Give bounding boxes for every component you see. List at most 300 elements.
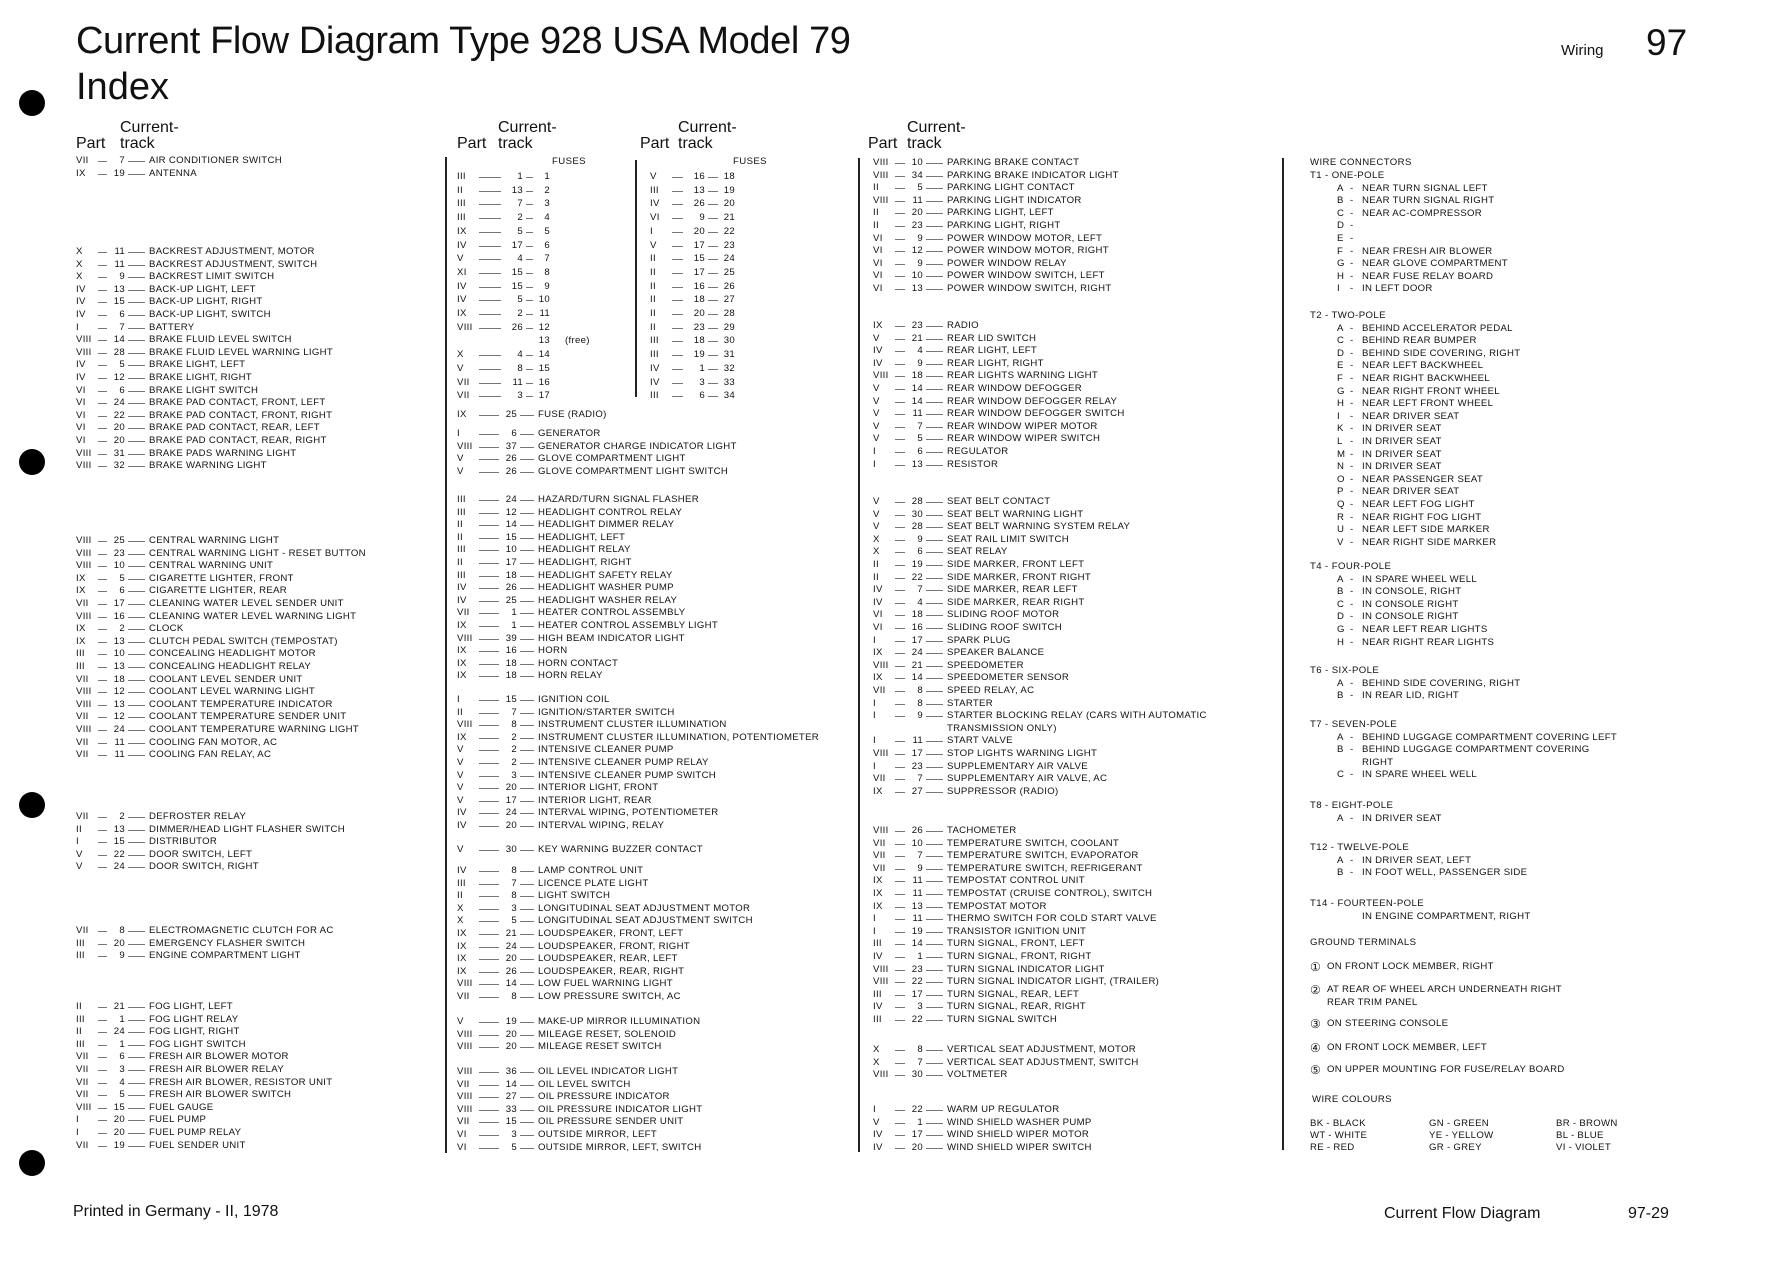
component-name: TRANSISTOR IGNITION UNIT: [947, 925, 1087, 937]
current-track-number: 5: [511, 915, 517, 927]
fuse-current-track: 13: [511, 184, 523, 196]
component-name: FUEL SENDER UNIT: [149, 1139, 246, 1151]
current-track-number: 16: [505, 645, 517, 657]
part-number: VII: [457, 607, 470, 619]
current-track-number: 20: [505, 1041, 517, 1053]
fuse-current-track: 6: [699, 390, 705, 402]
connector-dash: -: [1350, 398, 1354, 410]
fuse-part: III: [650, 184, 659, 196]
current-track-number: 2: [119, 623, 125, 635]
part-number: VIII: [76, 724, 92, 735]
fuse-number: 12: [538, 321, 550, 333]
component-name: STOP LIGHTS WARNING LIGHT: [947, 748, 1098, 759]
connector-letter: H: [1337, 270, 1345, 282]
component-name: INTERVAL WIPING, RELAY: [538, 820, 665, 831]
connector-group-heading: T4 - FOUR-POLE: [1310, 561, 1392, 572]
current-track-number: 9: [917, 710, 923, 722]
part-number: VIII: [873, 1069, 889, 1081]
component-name: SPEEDOMETER: [947, 659, 1024, 671]
current-track-number: 12: [113, 686, 125, 698]
current-track-number: 14: [505, 519, 517, 531]
fuse-part: VI: [650, 212, 660, 224]
part-number: VIII: [873, 194, 889, 206]
fuse-current-track: 8: [517, 362, 523, 374]
fuse-part: II: [650, 294, 656, 306]
connector-dash: -: [1350, 473, 1354, 485]
component-name: TEMPERATURE SWITCH, REFRIGERANT: [947, 862, 1143, 874]
current-track-number: 19: [113, 1139, 125, 1151]
part-number: VII: [873, 685, 886, 696]
fuse-part: VIII: [457, 321, 473, 333]
part-number: III: [76, 1038, 85, 1050]
current-track-number: 7: [119, 321, 125, 333]
component-name: CENTRAL WARNING LIGHT: [149, 535, 280, 546]
fuse-current-track: 26: [511, 321, 523, 333]
track-leader-line: [708, 300, 718, 301]
current-track-number: 6: [119, 1051, 125, 1063]
track-leader-line: [895, 552, 905, 553]
current-track-number: 11: [912, 735, 923, 747]
connector-letter: D: [1337, 347, 1345, 359]
connector-dash: -: [1350, 385, 1354, 397]
fuse-number: 6: [544, 239, 550, 251]
component-name: HORN: [538, 645, 568, 657]
fuse-current-track: 3: [517, 390, 523, 402]
current-track-number: 11: [912, 194, 923, 206]
fuse-number: 1: [544, 171, 550, 182]
component-name: CLEANING WATER LEVEL WARNING LIGHT: [149, 610, 357, 622]
component-name: RADIO: [947, 320, 979, 331]
part-number: VIII: [76, 610, 92, 622]
connector-dash: -: [1350, 690, 1354, 702]
connector-location: NEAR LEFT REAR LIGHTS: [1362, 624, 1488, 635]
part-number: III: [76, 648, 85, 660]
component-name: DOOR SWITCH, LEFT: [149, 848, 253, 860]
current-track-number: 23: [911, 963, 923, 975]
track-leader-line: [926, 894, 943, 895]
component-name: INSTRUMENT CLUSTER ILLUMINATION: [538, 719, 727, 731]
part-number: I: [873, 760, 876, 772]
current-track-number: 11: [912, 913, 923, 925]
track-leader-line: [895, 1110, 905, 1111]
connector-dash: -: [1350, 322, 1354, 334]
part-number: V: [457, 782, 464, 794]
component-name: SEAT BELT WARNING SYSTEM RELAY: [947, 521, 1131, 533]
component-name: HEADLIGHT DIMMER RELAY: [538, 519, 675, 531]
ground-terminal-location: ON STEERING CONSOLE: [1327, 1018, 1449, 1029]
component-name: HEADLIGHT, LEFT: [538, 531, 626, 543]
part-number: VIII: [873, 370, 889, 382]
component-name: IGNITION/STARTER SWITCH: [538, 706, 675, 718]
component-name: BATTERY: [149, 321, 195, 333]
current-track-number: 21: [911, 332, 923, 344]
current-track-number: 6: [119, 384, 125, 396]
component-name: THERMO SWITCH FOR COLD START VALVE: [947, 913, 1157, 925]
fuse-part: II: [650, 308, 656, 319]
component-name: INTENSIVE CLEANER PUMP: [538, 744, 674, 756]
component-name: INTERVAL WIPING, POTENTIOMETER: [538, 807, 719, 819]
component-name: FOG LIGHT RELAY: [149, 1013, 239, 1025]
part-number: II: [873, 220, 879, 231]
fuse-part: III: [457, 212, 466, 224]
fuse-part: III: [650, 349, 659, 361]
current-track-number: 3: [917, 1001, 923, 1013]
fuse-number: 29: [723, 321, 735, 333]
fuse-number: 7: [544, 253, 550, 265]
component-name: WIND SHIELD WIPER SWITCH: [947, 1141, 1092, 1153]
current-track-number: 18: [911, 370, 923, 382]
ground-terminal-location: AT REAR OF WHEEL ARCH UNDERNEATH RIGHT: [1327, 984, 1562, 995]
component-name: SEAT RAIL LIMIT SWITCH: [947, 533, 1069, 545]
current-track-number: 23: [113, 547, 125, 559]
part-number: II: [457, 531, 463, 543]
current-track-number: 8: [917, 1044, 923, 1055]
component-name: SIDE MARKER, REAR LEFT: [947, 584, 1078, 596]
connector-dash: -: [1350, 536, 1354, 548]
component-name: SPARK PLUG: [947, 634, 1011, 646]
connector-dash: -: [1350, 573, 1354, 585]
track-leader-line: [926, 704, 943, 705]
current-track-number: 36: [505, 1066, 517, 1077]
connector-dash: -: [1350, 624, 1354, 635]
fuse-part: XI: [457, 266, 467, 278]
current-track-number: 28: [911, 521, 923, 533]
fuse-current-track: 20: [693, 225, 705, 237]
part-number: IV: [457, 820, 467, 831]
current-track-number: 1: [511, 607, 517, 619]
connector-letter: G: [1337, 258, 1345, 270]
fuse-current-track: 18: [693, 294, 705, 306]
current-track-number: 20: [113, 937, 125, 949]
part-number: VII: [76, 925, 89, 936]
part-number: I: [457, 428, 460, 439]
connector-location: BEHIND SIDE COVERING, RIGHT: [1362, 677, 1521, 689]
connector-letter: O: [1337, 473, 1345, 485]
fuse-part: VII: [457, 376, 470, 388]
connector-location: NEAR DRIVER SEAT: [1362, 486, 1460, 498]
part-number: V: [457, 1016, 464, 1027]
fuse-number: 28: [723, 308, 735, 319]
part-number: IX: [457, 940, 467, 952]
current-track-number: 5: [119, 572, 125, 584]
part-number: I: [873, 925, 876, 937]
component-name: EMERGENCY FLASHER SWITCH: [149, 937, 306, 949]
component-name: SEAT RELAY: [947, 546, 1008, 558]
current-track-number: 13: [113, 283, 125, 295]
current-track-number: 1: [119, 1013, 125, 1025]
component-name: BRAKE PAD CONTACT, REAR, LEFT: [149, 422, 320, 434]
component-name: HAZARD/TURN SIGNAL FLASHER: [538, 494, 699, 505]
component-name: TURN SIGNAL, FRONT, LEFT: [947, 938, 1085, 950]
component-name: BRAKE PAD CONTACT, FRONT, LEFT: [149, 397, 326, 409]
component-name: LIGHT SWITCH: [538, 890, 611, 902]
current-track-number: 33: [505, 1103, 517, 1115]
component-name: REAR LIGHT, LEFT: [947, 345, 1038, 357]
part-number: III: [873, 988, 882, 1000]
fuse-current-track: 1: [699, 362, 705, 374]
current-track-number: 37: [505, 440, 517, 452]
part-number: VII: [76, 1076, 89, 1088]
part-number: VIII: [457, 1028, 473, 1040]
part-number: I: [873, 458, 876, 470]
fuse-current-track: 2: [517, 212, 523, 224]
component-name: HEATER CONTROL ASSEMBLY: [538, 607, 686, 619]
connector-letter: F: [1337, 245, 1344, 257]
fuse-number: 26: [723, 280, 735, 292]
connector-location: NEAR RIGHT REAR LIGHTS: [1362, 636, 1495, 648]
connector-location: BEHIND SIDE COVERING, RIGHT: [1362, 347, 1521, 359]
current-track-number: 8: [511, 865, 517, 876]
ground-terminal-location-cont: REAR TRIM PANEL: [1327, 996, 1418, 1008]
current-track-number: 23: [911, 220, 923, 231]
current-track-number: 20: [505, 953, 517, 965]
fuse-number: 8: [544, 266, 550, 278]
component-name: VERTICAL SEAT ADJUSTMENT, SWITCH: [947, 1056, 1139, 1068]
index-entry: [0, 960, 1766, 974]
ground-terminal-location: ON UPPER MOUNTING FOR FUSE/RELAY BOARD: [1327, 1064, 1565, 1075]
part-number: IX: [457, 965, 467, 977]
current-track-number: 15: [113, 836, 125, 848]
current-track-number: 14: [911, 938, 923, 950]
part-number: I: [873, 446, 876, 457]
component-name: REAR WINDOW DEFOGGER SWITCH: [947, 408, 1125, 420]
part-number: VIII: [457, 1041, 473, 1053]
part-number: VIII: [873, 157, 889, 168]
current-track-number: 2: [119, 811, 125, 822]
current-track-number: 11: [912, 408, 923, 420]
wire-colour-code: BK - BLACK: [1310, 1118, 1366, 1129]
column-header-track: track: [120, 135, 155, 152]
current-track-number: 5: [511, 1141, 517, 1153]
section-number: 97: [1646, 22, 1688, 63]
part-number: IV: [873, 584, 883, 596]
current-track-number: 12: [113, 711, 125, 723]
part-number: IX: [873, 900, 883, 912]
connector-letter: A: [1337, 731, 1344, 743]
track-leader-line: [895, 653, 905, 654]
part-number: VIII: [76, 535, 92, 546]
current-track-number: 17: [911, 634, 923, 646]
track-leader-line: [672, 300, 683, 301]
current-track-number: 19: [113, 167, 125, 179]
current-track-number: 19: [505, 1016, 517, 1027]
fuse-number: 9: [544, 280, 550, 292]
part-number: I: [873, 634, 876, 646]
part-number: VIII: [76, 698, 92, 710]
fuse-current-track: 5: [517, 225, 523, 237]
component-name: BRAKE LIGHT SWITCH: [149, 384, 259, 396]
part-number: II: [873, 571, 879, 583]
current-track-number: 18: [505, 670, 517, 682]
part-number: VIII: [873, 659, 889, 671]
current-track-number: 28: [911, 496, 923, 507]
connector-dash: -: [1350, 347, 1354, 359]
part-number: I: [76, 836, 79, 848]
connector-location: IN DRIVER SEAT: [1362, 461, 1442, 473]
component-name: ELECTROMAGNETIC CLUTCH FOR AC: [149, 925, 334, 936]
fuse-number: 25: [723, 266, 735, 278]
component-name: SLIDING ROOF MOTOR: [947, 609, 1060, 621]
part-number: III: [76, 937, 85, 949]
component-name: REAR LID SWITCH: [947, 332, 1037, 344]
part-number: I: [76, 321, 79, 333]
connector-dash: -: [1350, 448, 1354, 460]
track-leader-line: [895, 831, 905, 832]
component-name: BRAKE FLUID LEVEL WARNING LIGHT: [149, 346, 333, 358]
index-entry: [0, 768, 1766, 782]
component-name: INTENSIVE CLEANER PUMP SWITCH: [538, 769, 717, 781]
part-number: V: [457, 769, 464, 781]
component-name: GENERATOR: [538, 428, 601, 439]
component-name: LAMP CONTROL UNIT: [538, 865, 644, 876]
current-track-number: 27: [911, 785, 923, 797]
ground-terminal-number: ④: [1310, 1041, 1322, 1055]
connector-letter: E: [1337, 360, 1344, 372]
part-number: V: [873, 408, 880, 420]
component-name: TURN SIGNAL INDICATOR LIGHT: [947, 963, 1105, 975]
current-track-number: 4: [119, 1076, 125, 1088]
component-name: PARKING LIGHT CONTACT: [947, 182, 1075, 194]
current-track-number: 4: [917, 596, 923, 608]
component-name: VOLTMETER: [947, 1069, 1008, 1081]
connector-dash: -: [1350, 233, 1354, 244]
component-name: PARKING LIGHT, RIGHT: [947, 220, 1061, 231]
fuse-number: 16: [538, 376, 550, 388]
part-number: III: [76, 1013, 85, 1025]
part-number: X: [457, 902, 464, 914]
part-number: II: [457, 557, 463, 568]
current-track-number: 5: [119, 359, 125, 371]
part-number: IX: [873, 785, 883, 797]
fuse-number: 21: [723, 212, 735, 224]
current-track-number: 15: [113, 296, 125, 308]
track-leader-line: [895, 704, 905, 705]
column-header-track: track: [907, 135, 942, 152]
part-number: V: [873, 433, 880, 445]
current-track-number: 19: [911, 925, 923, 937]
component-name: HORN RELAY: [538, 670, 603, 682]
fuse-current-track: 7: [517, 198, 523, 210]
part-number: VII: [76, 1064, 89, 1075]
component-name: HEADLIGHT WASHER RELAY: [538, 594, 678, 606]
part-number: IV: [873, 357, 883, 369]
current-track-number: 3: [119, 1064, 125, 1075]
component-name: CENTRAL WARNING UNIT: [149, 560, 274, 572]
current-track-number: 24: [505, 940, 517, 952]
current-track-number: 9: [119, 271, 125, 283]
component-name: ENGINE COMPARTMENT LIGHT: [149, 950, 301, 962]
current-track-number: 12: [911, 245, 923, 257]
connector-dash: -: [1350, 258, 1354, 270]
part-number: IX: [76, 623, 86, 635]
track-leader-line: [672, 314, 683, 315]
part-number: IX: [76, 635, 86, 647]
component-name: COOLANT LEVEL WARNING LIGHT: [149, 686, 316, 698]
component-name: WIND SHIELD WASHER PUMP: [947, 1116, 1092, 1128]
track-leader-line: [479, 1097, 499, 1098]
part-number: VII: [76, 736, 89, 748]
wire-colour-code: RE - RED: [1310, 1142, 1355, 1153]
part-number: VIII: [873, 748, 889, 759]
part-number: VIII: [76, 547, 92, 559]
connector-letter: B: [1337, 195, 1344, 207]
current-track-number: 1: [917, 1116, 923, 1128]
connector-dash: -: [1350, 270, 1354, 282]
current-track-number: 18: [113, 673, 125, 685]
connector-location: IN LEFT DOOR: [1362, 283, 1433, 295]
part-number: V: [873, 496, 880, 507]
part-number: VI: [76, 435, 86, 446]
component-name: CENTRAL WARNING LIGHT - RESET BUTTON: [149, 547, 366, 559]
part-number: VII: [76, 749, 89, 761]
track-leader-line: [520, 801, 534, 802]
current-track-number: 22: [911, 976, 923, 988]
component-name: STARTER BLOCKING RELAY (CARS WITH AUTOMATIC: [947, 710, 1207, 722]
connector-letter: U: [1337, 524, 1345, 536]
wire-colour-code: BR - BROWN: [1556, 1118, 1618, 1129]
fuse-current-track: 20: [693, 308, 705, 319]
track-leader-line: [926, 831, 943, 832]
fuse-number: 10: [538, 294, 550, 306]
current-track-number: 22: [113, 848, 125, 860]
part-number: X: [873, 546, 880, 558]
current-track-number: 21: [113, 1001, 125, 1012]
current-track-number: 14: [911, 672, 923, 684]
current-track-number: 11: [114, 258, 125, 270]
component-name: PARKING LIGHT INDICATOR: [947, 194, 1082, 206]
fuse-current-track: 3: [699, 376, 705, 388]
current-track-number: 2: [511, 744, 517, 756]
part-number: VIII: [457, 1103, 473, 1115]
component-name: BRAKE LIGHT, RIGHT: [149, 372, 252, 383]
component-name: DISTRIBUTOR: [149, 836, 218, 848]
part-number: V: [873, 508, 880, 520]
current-track-number: 6: [119, 309, 125, 320]
component-name: OIL PRESSURE SENDER UNIT: [538, 1116, 684, 1128]
part-number: VIII: [76, 560, 92, 572]
current-track-number: 9: [917, 257, 923, 269]
component-name: PARKING BRAKE INDICATOR LIGHT: [947, 169, 1119, 181]
component-name: COOLANT TEMPERATURE WARNING LIGHT: [149, 724, 359, 735]
track-leader-line: [895, 944, 905, 945]
connector-letter: B: [1337, 867, 1344, 879]
part-number: VIII: [76, 1101, 92, 1113]
component-name: REAR WINDOW DEFOGGER RELAY: [947, 395, 1118, 407]
track-leader-line: [895, 894, 905, 895]
connector-letter: Q: [1337, 499, 1345, 510]
component-name: BRAKE WARNING LIGHT: [149, 460, 267, 472]
column-header-track: track: [498, 135, 533, 152]
fuse-part: II: [650, 253, 656, 265]
current-track-number: 8: [511, 890, 517, 902]
fuse-part: II: [650, 280, 656, 292]
fuse-number: 19: [723, 184, 735, 196]
fuse-current-track: 5: [517, 294, 523, 306]
track-leader-line: [926, 716, 943, 717]
part-number: III: [76, 950, 85, 962]
current-track-number: 20: [113, 422, 125, 434]
part-number: IX: [76, 167, 86, 179]
current-track-number: 20: [505, 782, 517, 794]
current-track-number: 6: [119, 585, 125, 597]
ground-terminal-number: ⑤: [1310, 1063, 1322, 1077]
part-number: IX: [873, 647, 883, 659]
current-track-number: 1: [511, 620, 517, 631]
connector-dash: -: [1350, 461, 1354, 473]
connector-letter: G: [1337, 385, 1345, 397]
fuse-part: II: [457, 184, 463, 196]
part-number: X: [873, 533, 880, 545]
